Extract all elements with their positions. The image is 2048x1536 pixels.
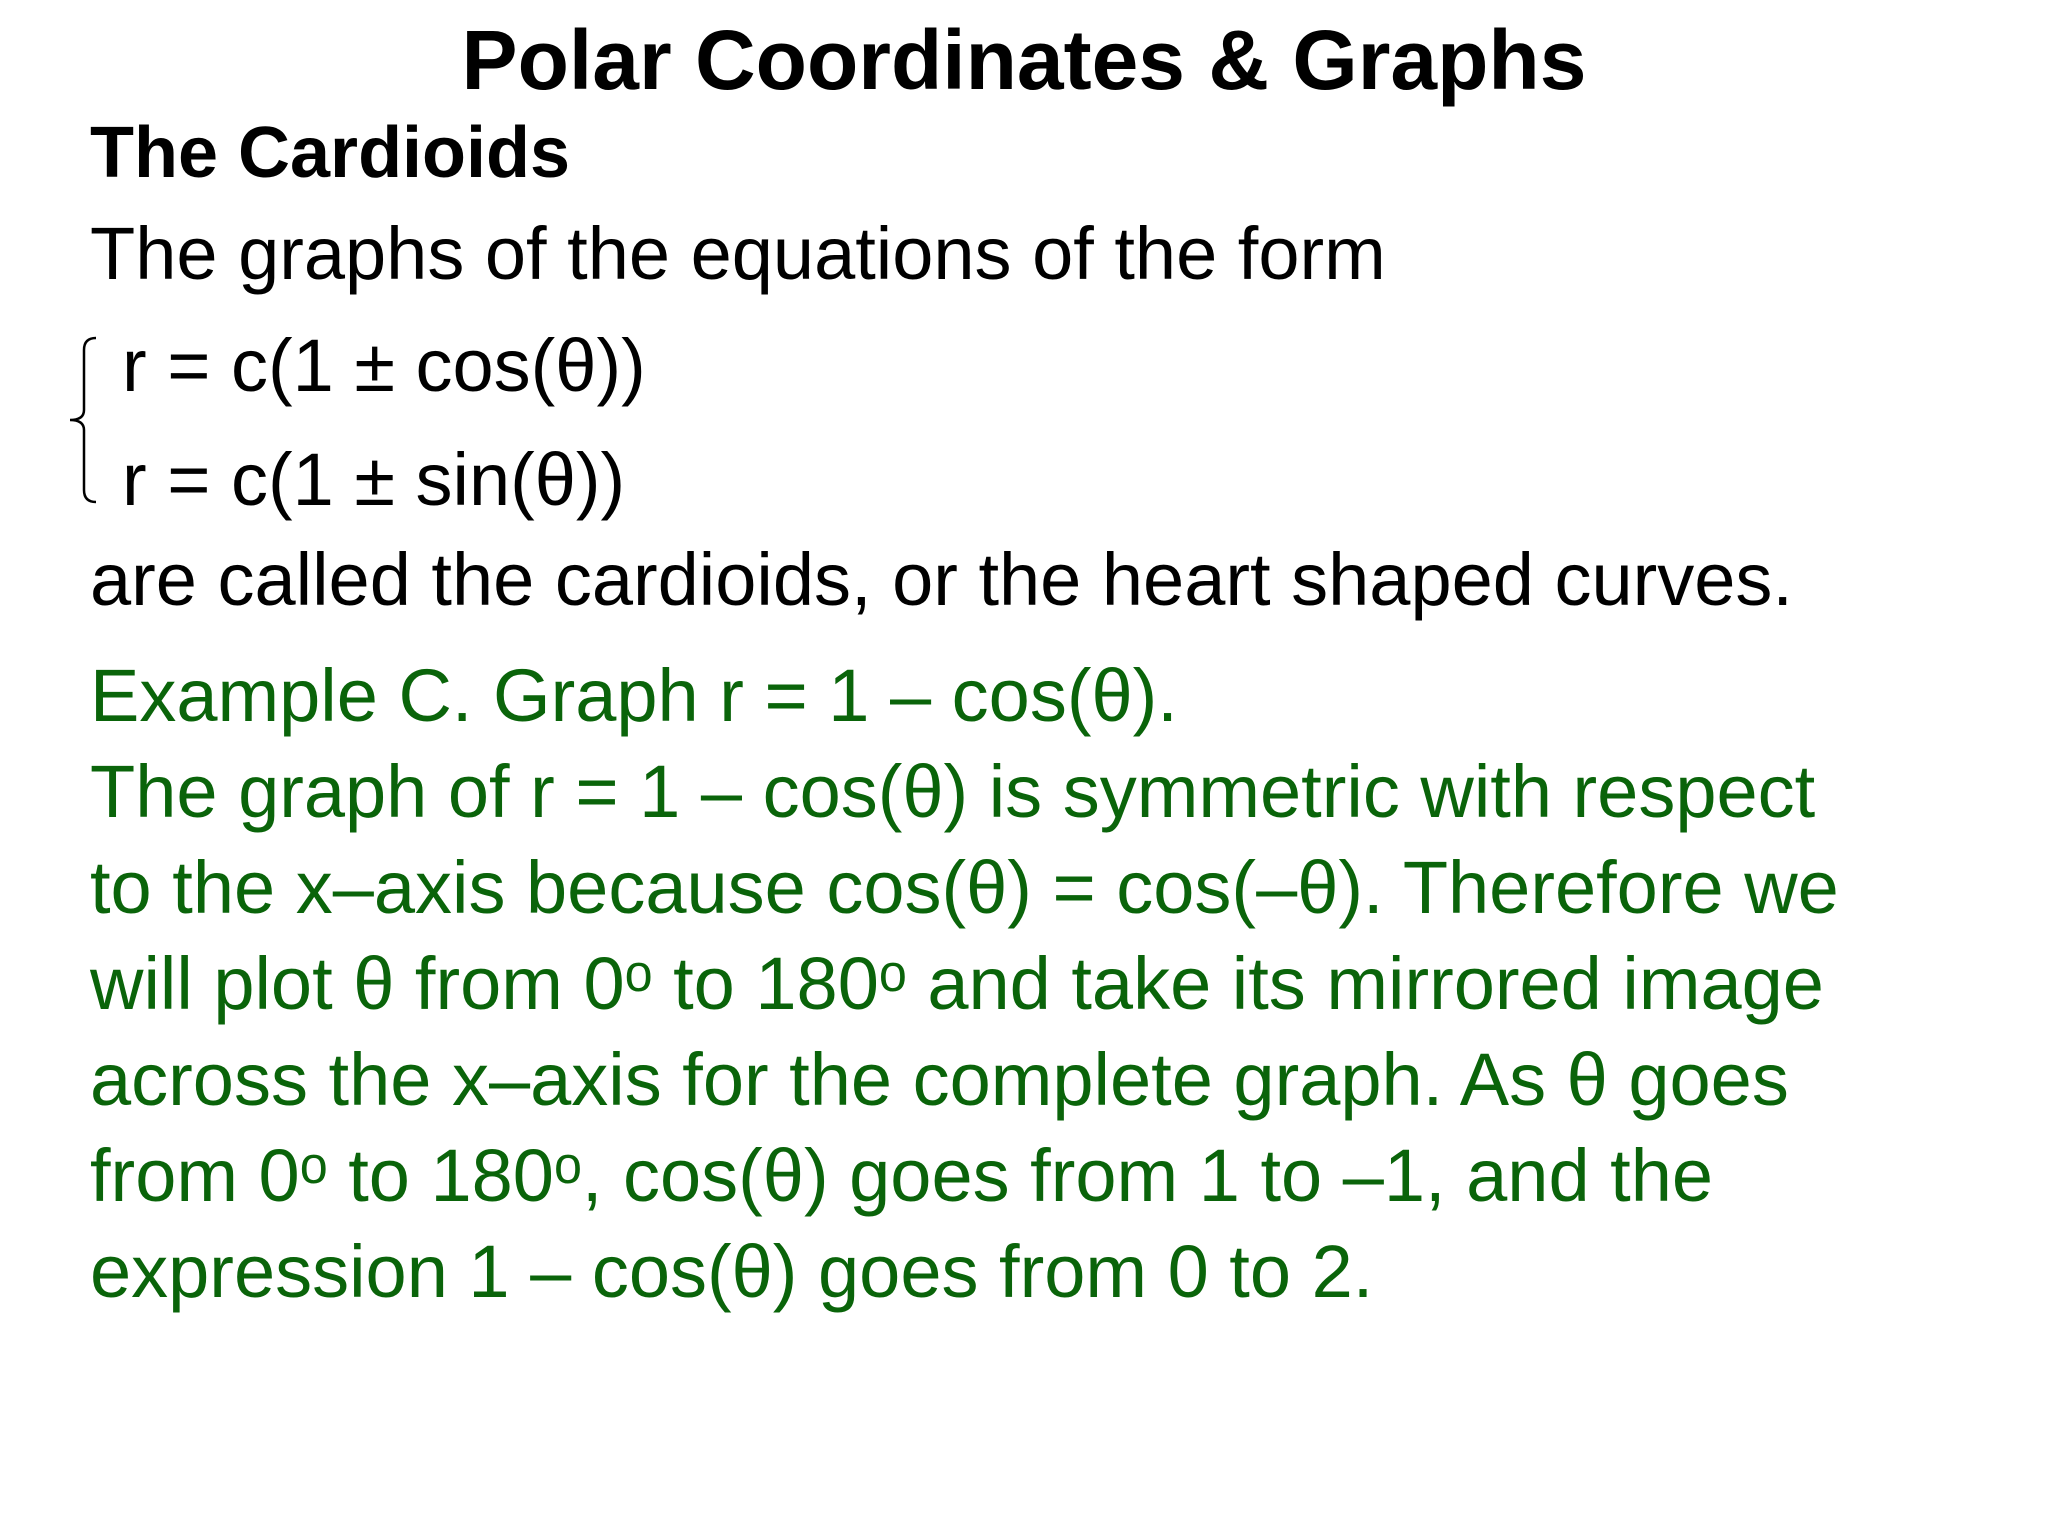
example-line: across the x–axis for the complete graph. As θ goes — [90, 1038, 1789, 1121]
equation-sin: r = c(1 ± sin(θ)) — [122, 438, 626, 521]
intro-text: The graphs of the equations of the form — [90, 212, 1386, 295]
section-heading: The Cardioids — [90, 113, 571, 193]
example-heading: Example C. Graph r = 1 – cos(θ). — [90, 654, 1178, 737]
slide-title: Polar Coordinates & Graphs — [461, 13, 1587, 107]
conclusion-text: are called the cardioids, or the heart shaped curves. — [90, 538, 1793, 621]
example-line: will plot θ from 0ᵒ to 180ᵒ and take its mirrored image — [90, 942, 1824, 1025]
equation-cos: r = c(1 ± cos(θ)) — [122, 324, 646, 407]
example-line: The graph of r = 1 – cos(θ) is symmetric with respect — [90, 750, 1816, 833]
equation-brace-icon — [66, 336, 102, 504]
example-line: from 0ᵒ to 180ᵒ, cos(θ) goes from 1 to –1, and the — [90, 1134, 1714, 1217]
example-line: expression 1 – cos(θ) goes from 0 to 2. — [90, 1230, 1374, 1313]
example-line: to the x–axis because cos(θ) = cos(–θ). Therefore we — [90, 846, 1839, 929]
